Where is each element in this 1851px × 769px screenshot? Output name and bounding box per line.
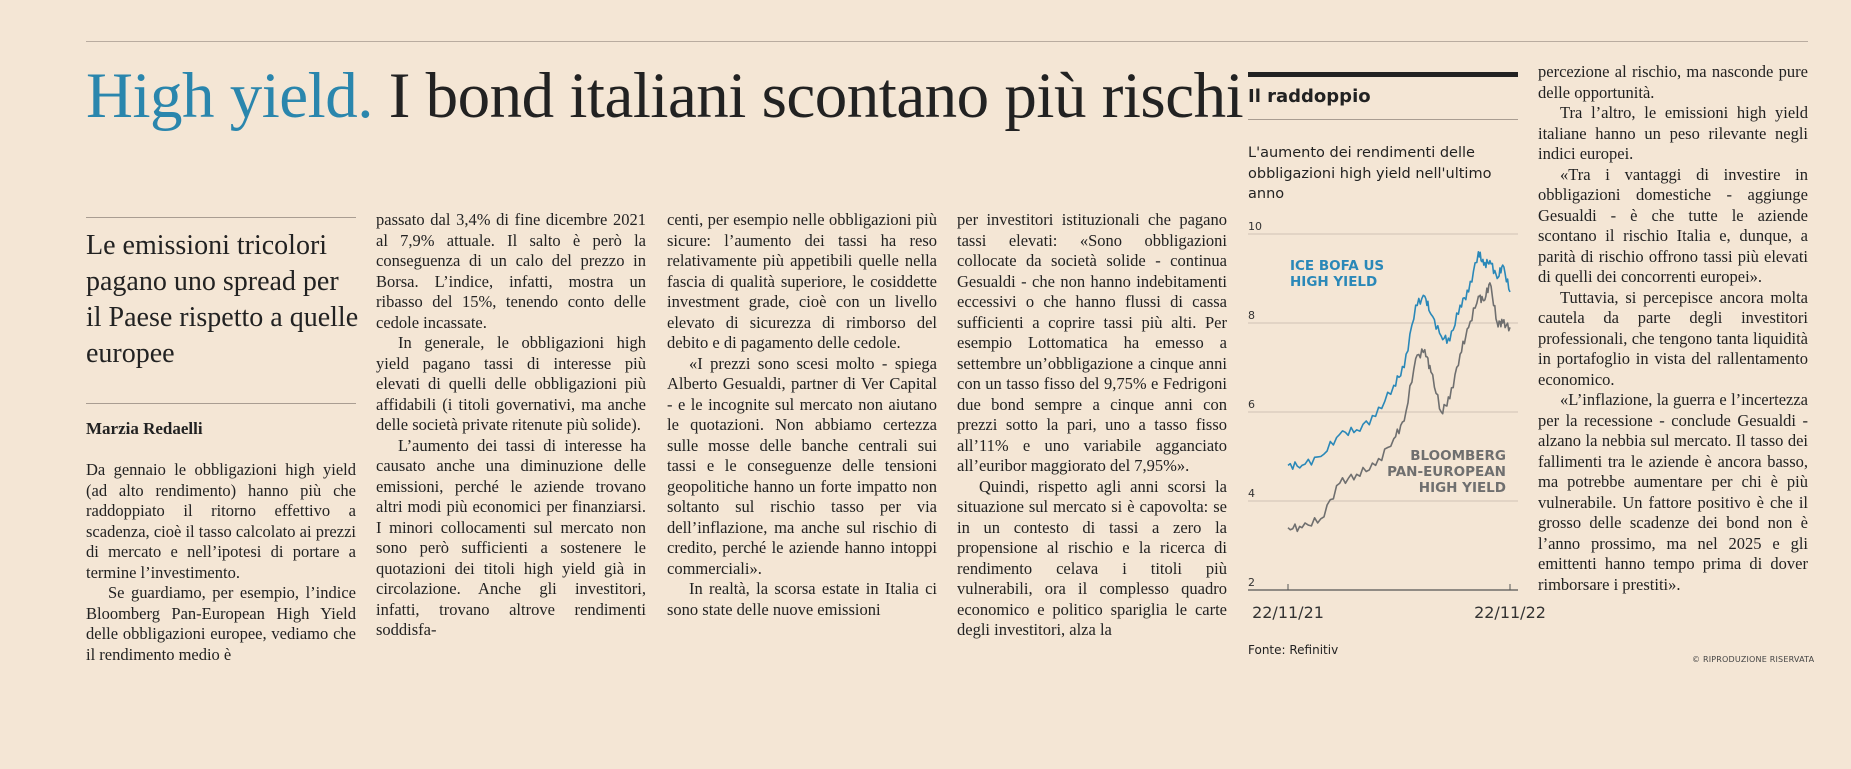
y-tick-label: 4 — [1248, 487, 1255, 500]
series-label-bloomberg: PAN-EUROPEAN — [1387, 464, 1506, 480]
x-tick-label: 22/11/21 — [1252, 603, 1324, 622]
paragraph: percezione al rischio, ma nasconde pure delle opportunità. — [1538, 62, 1808, 102]
infobox-title: Il raddoppio — [1248, 86, 1371, 107]
series-label-bloomberg: BLOOMBERG — [1410, 448, 1506, 464]
article-column-2 — [376, 210, 646, 641]
article-column-4 — [957, 210, 1227, 641]
infobox-description: L'aumento dei rendimenti delle obbligazioni high yield nell'ultimo anno — [1248, 145, 1492, 202]
paragraph: passato dal 3,4% di fine dicembre 2021 al 7,9% attuale. Il salto è però la conseguenza di un calo del prezzo in Borsa. L’indice, infatti, mostra un ribasso del 15%, tenendo conto delle cedole incassate. — [376, 210, 646, 332]
paragraph: In realtà, la scorsa estate in Italia ci sono state delle nuove emissioni — [667, 579, 937, 619]
headline — [86, 56, 1243, 136]
headline-title: I bond italiani scontano più rischi — [388, 60, 1244, 132]
series-label-ice: ICE BOFA US — [1290, 258, 1385, 274]
article-column-3 — [667, 210, 937, 620]
x-tick-label: 22/11/22 — [1474, 603, 1546, 622]
y-tick-label: 2 — [1248, 576, 1255, 589]
y-tick-label: 10 — [1248, 220, 1262, 233]
subhead-rule — [86, 217, 356, 218]
paragraph: centi, per esempio nelle obbligazioni più sicure: l’aumento dei tassi ha reso relativamente più appetibili quelle nella fascia di qualità superiore, le cosiddette investment grade, cioè con un livello elevato di sicurezza di rimborso del debito e di pagamento delle cedole. — [667, 210, 937, 352]
paragraph: «Tra i vantaggi di investire in obbligazioni domestiche - aggiunge Gesualdi - è che tutte le aziende scontano il rischio Italia e, dunque, a parità di rischio offrono tassi più elevati di quelli dei concorrenti europei». — [1538, 164, 1808, 286]
paragraph: L’aumento dei tassi di interesse ha causato anche una diminuzione delle emissioni, perché le aziende trovano altri modi più economici per finanziarsi. I minori collocamenti sul mercato non sono però sufficienti a sostenere le quotazioni dei titoli high yield già in circolazione. Anche gli investitori, infatti, trovano altrove rendimenti soddisfa- — [376, 435, 646, 639]
paragraph: per investitori istituzionali che pagano tassi elevati: «Sono obbligazioni collocate da società solide - continua Gesualdi - che non hanno indebitamenti eccessivi o che hanno flussi di cassa sufficienti a coprire tassi più alti. Per esempio Lottomatica ha emesso a settembre un’obbligazione a cinque anni con un tasso fisso del 9,75% e Fedrigoni due bond sempre a cinque anni con prezzi sotto la pari, uno a tasso fisso all’11% e uno variabile agganciato all’euribor maggiorato del 7,95%». — [957, 210, 1227, 475]
yield-chart — [1248, 220, 1546, 642]
headline-kicker: High yield. — [86, 60, 373, 132]
article-column-5 — [1538, 62, 1808, 595]
subhead: Le emissioni tricolori pagano uno spread per il Paese rispetto a quelle europee — [86, 230, 359, 369]
paragraph: Quindi, rispetto agli anni scorsi la situazione sul mercato si è capovolta: se in un contesto di tassi a zero la propensione al rischio e la ricerca di rendimento celava i titoli più vulnerabili, ora il complesso quadro economico e politico spariglia le carte degli investitori, alza la — [957, 476, 1227, 639]
top-rule — [86, 41, 1808, 42]
infobox-top-rule — [1248, 72, 1518, 77]
author-byline: Marzia Redaelli — [86, 419, 203, 438]
byline-rule — [86, 403, 356, 404]
chart-source: Fonte: Refinitiv — [1248, 643, 1339, 657]
series-label-bloomberg: HIGH YIELD — [1418, 480, 1506, 496]
paragraph: «L’inflazione, la guerra e l’incertezza per la recessione - conclude Gesualdi - alzano la nebbia sul mercato. Il tasso dei fallimenti tra le aziende è ancora basso, ma potrebbe aumentare per chi è più vulnerabile. Un fattore positivo è che il grosso delle scadenze dei bond non è l’anno prossimo, ma nel 2025 e gli emittenti hanno tempo prima di dover rimborsare i prestiti». — [1538, 390, 1808, 594]
paragraph: «I prezzi sono scesi molto - spiega Alberto Gesualdi, partner di Ver Capital - e le incognite sul mercato non aiutano le quotazioni. Non abbiamo certezza sulle mosse delle banche centrali sui tassi e le conseguenze delle tensioni geopolitiche hanno un forte impatto non soltanto sul rischio tasso per via dell’inflazione, ma anche sul rischio di credito, perché le aziende hanno intoppi commerciali». — [667, 353, 937, 578]
copyright-credit: © RIPRODUZIONE RISERVATA — [1692, 655, 1815, 664]
paragraph: Tuttavia, si percepisce ancora molta cautela da parte degli investitori professionali, che tengono tanta liquidità in portafoglio in vista del rallentamento economico. — [1538, 287, 1808, 389]
article-column-1 — [86, 460, 356, 665]
paragraph: Da gennaio le obbligazioni high yield (ad alto rendimento) hanno più che raddoppiato il ritorno effettivo a scadenza, cioè il tasso calcolato ai prezzi di mercato e nell’ipotesi di portare a termine l’investimento. — [86, 460, 356, 582]
paragraph: In generale, le obbligazioni high yield pagano tassi di interesse più elevati di quelli delle obbligazioni più affidabili (i titoli governativi, ma anche delle società private ritenute più solide). — [376, 333, 646, 434]
paragraph: Tra l’altro, le emissioni high yield italiane hanno un peso rilevante negli indici europei. — [1538, 103, 1808, 163]
infobox-rule — [1248, 119, 1518, 120]
y-tick-label: 8 — [1248, 309, 1255, 322]
series-label-ice: HIGH YIELD — [1290, 274, 1378, 290]
paragraph: Se guardiamo, per esempio, l’indice Bloomberg Pan-European High Yield delle obbligazioni europee, vediamo che il rendimento medio è — [86, 583, 356, 664]
y-tick-label: 6 — [1248, 398, 1255, 411]
